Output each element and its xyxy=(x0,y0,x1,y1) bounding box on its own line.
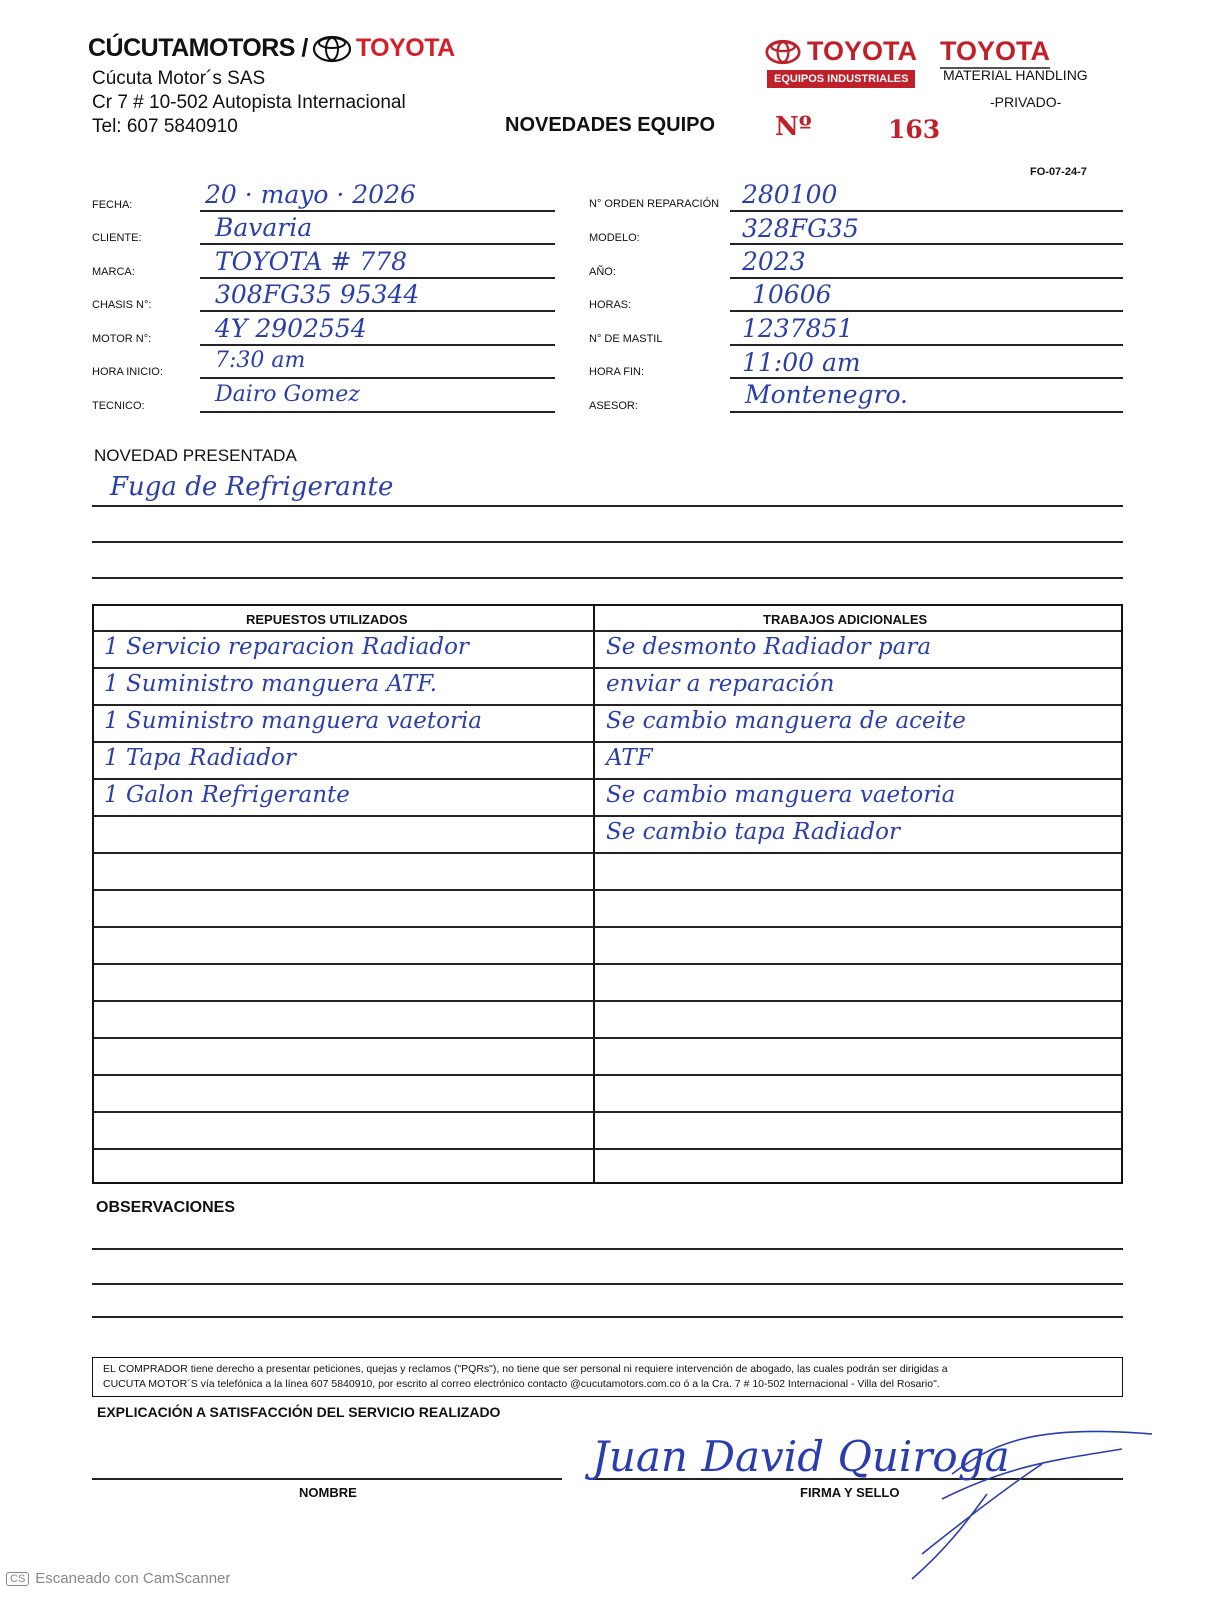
form-code: FO-07-24-7 xyxy=(1030,166,1087,178)
field-label: MARCA: xyxy=(92,266,135,278)
camscanner-text: Escaneado con CamScanner xyxy=(35,1570,231,1587)
notice-line-1: EL COMPRADOR tiene derecho a presentar peticiones, quejas y reclamos ("PQRs"), no tiene que ser personal ni requiere intervención de abogado, las cuales podrán ser dirigidas a xyxy=(103,1363,948,1375)
company-address: Cr 7 # 10-502 Autopista Internacional xyxy=(92,92,406,113)
table-row-repuesto: 1 Galon Refrigerante xyxy=(104,782,350,808)
firma-label: FIRMA Y SELLO xyxy=(800,1485,900,1500)
field-value-tecnico: Dairo Gomez xyxy=(215,382,360,407)
field-value-cliente: Bavaria xyxy=(215,213,313,242)
table-row-repuesto: 1 Suministro manguera vaetoria xyxy=(104,708,483,734)
field-label: ASESOR: xyxy=(589,400,638,412)
number-label: Nº xyxy=(775,112,812,142)
field-value-chasis: 308FG35 95344 xyxy=(215,280,420,309)
table-row-trabajo: Se desmonto Radiador para xyxy=(606,634,932,660)
field-value-motor: 4Y 2902554 xyxy=(215,314,367,343)
field-value-orden: 280100 xyxy=(742,180,838,209)
field-value-hora-fin: 11:00 am xyxy=(742,348,861,377)
table-row-repuesto: 1 Servicio reparacion Radiador xyxy=(104,634,469,660)
right-brand-2: TOYOTA xyxy=(940,36,1050,69)
privado-label: -PRIVADO- xyxy=(990,94,1062,110)
toyota-emblem-icon xyxy=(312,35,352,63)
table-row-trabajo: ATF xyxy=(606,745,653,771)
field-label: N° ORDEN REPARACIÓN xyxy=(589,198,720,210)
signature-flourish-icon xyxy=(592,1404,1172,1594)
field-label: MOTOR N°: xyxy=(92,333,152,345)
field-label: CLIENTE: xyxy=(92,232,142,244)
toyota-brand-text: TOYOTA xyxy=(355,34,455,62)
equipos-industriales-badge: EQUIPOS INDUSTRIALES xyxy=(767,70,915,88)
field-label: TECNICO: xyxy=(92,400,145,412)
explicacion-label: EXPLICACIÓN A SATISFACCIÓN DEL SERVICIO REALIZADO xyxy=(97,1404,501,1420)
document-number: 163 xyxy=(888,115,941,144)
document-title: NOVEDADES EQUIPO xyxy=(505,114,716,136)
camscanner-logo-icon: CS xyxy=(6,1572,29,1586)
col-header-trabajos: TRABAJOS ADICIONALES xyxy=(763,612,928,627)
field-value-marca: TOYOTA # 778 xyxy=(215,247,408,276)
signature xyxy=(592,1404,1172,1594)
camscanner-watermark xyxy=(6,1570,230,1587)
field-value-ano: 2023 xyxy=(742,247,806,276)
field-label: HORA FIN: xyxy=(589,366,645,378)
table-row-trabajo: Se cambio manguera de aceite xyxy=(606,708,966,734)
signature-text: Juan David Quiroga xyxy=(592,1432,1010,1481)
col-header-repuestos: REPUESTOS UTILIZADOS xyxy=(246,612,408,627)
field-value-mastil: 1237851 xyxy=(742,314,854,343)
toyota-emblem-red-icon xyxy=(765,39,801,65)
field-label: FECHA: xyxy=(92,199,133,211)
table-row-trabajo: Se cambio manguera vaetoria xyxy=(606,782,956,808)
field-label: HORA INICIO: xyxy=(92,366,163,378)
novedad-label: NOVEDAD PRESENTADA xyxy=(94,446,297,465)
field-label: HORAS: xyxy=(589,299,632,311)
field-label: MODELO: xyxy=(589,232,640,244)
pqr-notice xyxy=(92,1357,1123,1397)
observaciones-label: OBSERVACIONES xyxy=(96,1199,235,1216)
field-value-hora-inicio: 7:30 am xyxy=(215,348,306,373)
company-phone: Tel: 607 5840910 xyxy=(92,116,238,137)
field-value-asesor: Montenegro. xyxy=(745,380,909,409)
notice-line-2: CUCUTA MOTOR´S vía telefónica a la línea 607 5840910, por escrito al correo electrónico contacto @cucutamotors.com.co ó a la Cra. 7 # 10-502 Internacional - Villa del Rosario". xyxy=(103,1378,940,1390)
field-value-modelo: 328FG35 xyxy=(742,214,859,243)
field-value-fecha: 20 · mayo · 2026 xyxy=(205,180,416,209)
company-brand xyxy=(88,34,455,63)
field-label: CHASIS N°: xyxy=(92,299,152,311)
novedad-value: Fuga de Refrigerante xyxy=(110,472,394,502)
nombre-label: NOMBRE xyxy=(299,1485,357,1500)
table-row-repuesto: 1 Suministro manguera ATF. xyxy=(104,671,437,697)
field-label: AÑO: xyxy=(589,266,616,278)
table-row-trabajo: Se cambio tapa Radiador xyxy=(606,819,900,845)
toyota-equipos-brand xyxy=(765,36,917,67)
company-name: Cúcuta Motor´s SAS xyxy=(92,68,266,89)
right-brand-1: TOYOTA xyxy=(807,36,918,66)
field-value-horas: 10606 xyxy=(752,280,832,309)
company-brand-text: CÚCUTAMOTORS / xyxy=(88,34,308,62)
material-handling-label: MATERIAL HANDLING xyxy=(943,67,1088,83)
parts-work-table xyxy=(92,604,1123,1184)
table-row-repuesto: 1 Tapa Radiador xyxy=(104,745,296,771)
field-label: N° DE MASTIL xyxy=(589,333,663,345)
table-row-trabajo: enviar a reparación xyxy=(606,671,835,697)
